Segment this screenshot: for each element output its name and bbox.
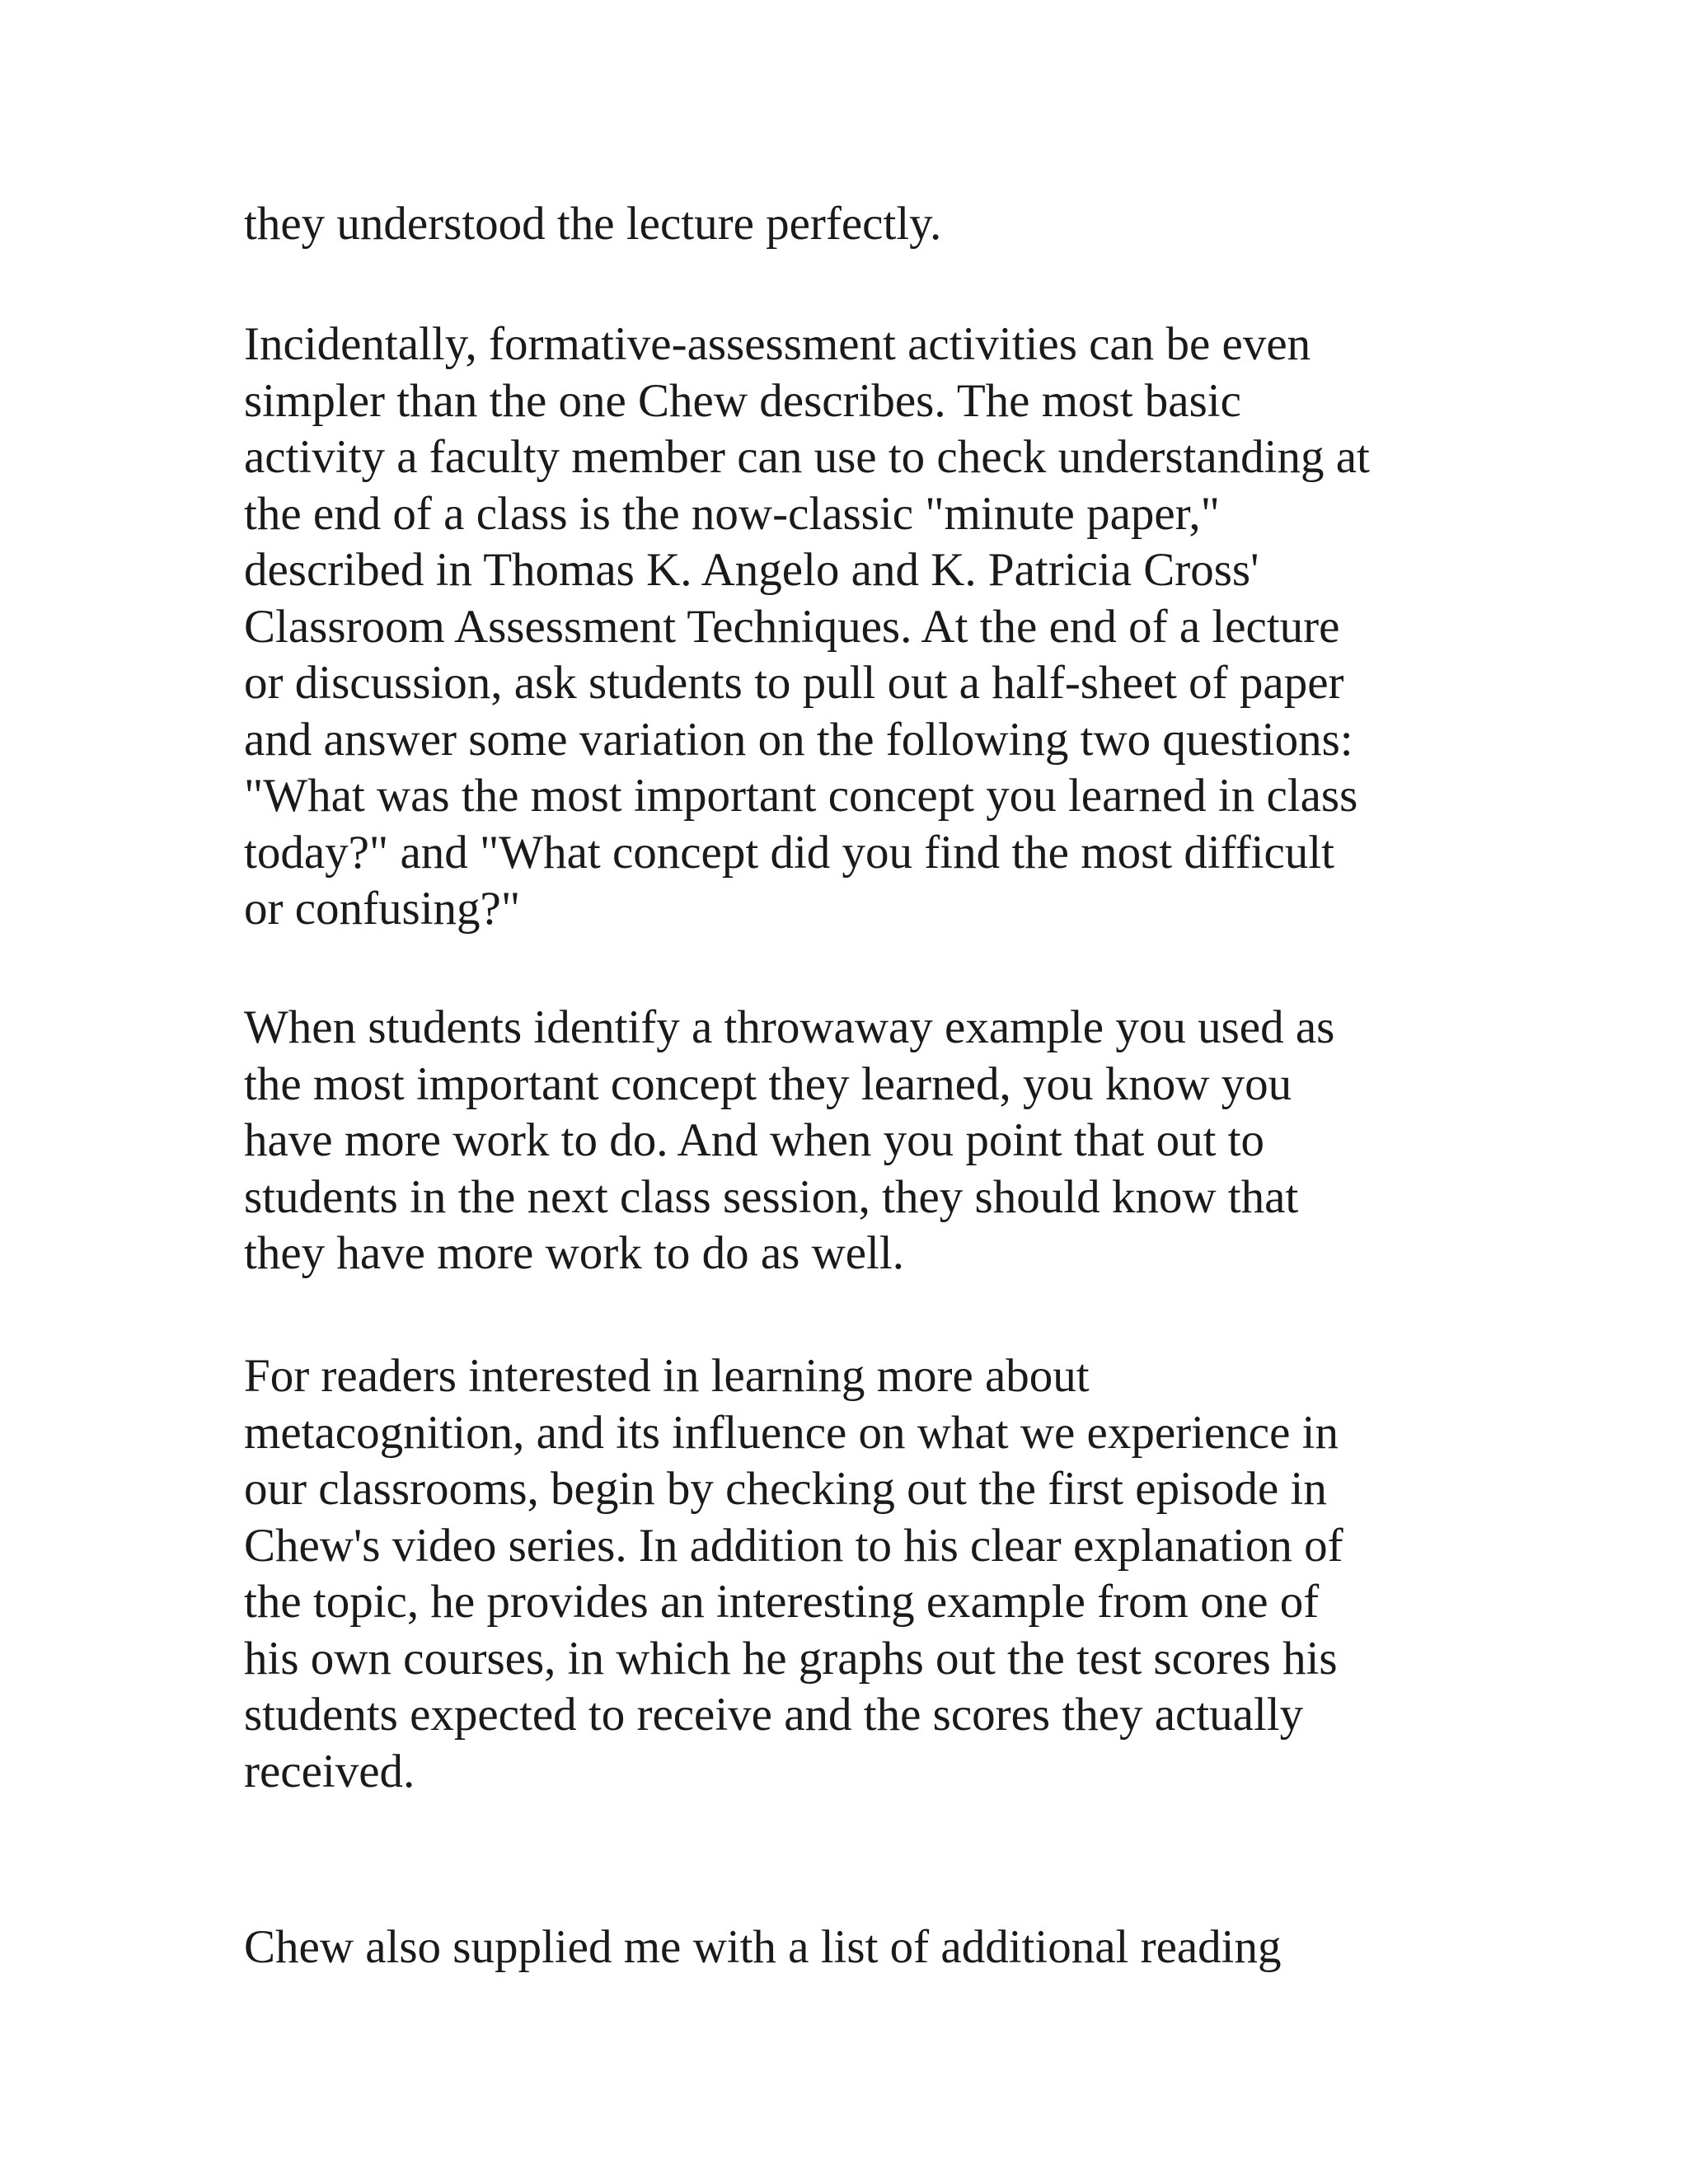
text-line: Chew also supplied me with a list of additional reading — [244, 1921, 1282, 1973]
text-line: Classroom Assessment Techniques. At the end of a lecture — [244, 600, 1340, 653]
text-line: the most important concept they learned, you know you — [244, 1057, 1292, 1110]
text-line: the topic, he provides an interesting example from one of — [244, 1576, 1320, 1628]
text-line: they understood the lecture perfectly. — [244, 198, 942, 250]
paragraph-3 — [244, 1000, 1464, 1282]
text-line: students expected to receive and the scores they actually — [244, 1689, 1304, 1741]
paragraph-2 — [244, 316, 1464, 938]
text-line: our classrooms, begin by checking out the first episode in — [244, 1463, 1327, 1515]
text-line: they have more work to do as well. — [244, 1227, 904, 1279]
text-line: students in the next class session, they should know that — [244, 1170, 1299, 1223]
text-line: and answer some variation on the following two questions: — [244, 713, 1353, 766]
text-line: activity a faculty member can use to check understanding at — [244, 431, 1370, 483]
paragraph-1 — [244, 196, 1464, 253]
paragraph-4 — [244, 1348, 1464, 1800]
text-line: received. — [244, 1745, 415, 1797]
text-line: "What was the most important concept you learned in class — [244, 770, 1358, 822]
text-line: have more work to do. And when you point that out to — [244, 1114, 1264, 1166]
text-line: When students identify a throwaway example you used as — [244, 1001, 1335, 1053]
text-line: simpler than the one Chew describes. The most basic — [244, 374, 1241, 427]
text-line: Incidentally, formative-assessment activities can be even — [244, 318, 1311, 370]
text-line: the end of a class is the now-classic "minute paper," — [244, 487, 1220, 540]
text-line: or confusing?" — [244, 883, 521, 935]
paragraph-5 — [244, 1919, 1464, 1976]
text-line: today?" and "What concept did you find the most difficult — [244, 826, 1334, 879]
text-line: his own courses, in which he graphs out the test scores his — [244, 1632, 1338, 1685]
text-line: described in Thomas K. Angelo and K. Patricia Cross' — [244, 544, 1259, 596]
text-line: For readers interested in learning more about — [244, 1350, 1090, 1402]
text-line: metacognition, and its influence on what we experience in — [244, 1406, 1339, 1459]
text-line: or discussion, ask students to pull out a half-sheet of paper — [244, 657, 1344, 709]
text-line: Chew's video series. In addition to his clear explanation of — [244, 1519, 1343, 1572]
